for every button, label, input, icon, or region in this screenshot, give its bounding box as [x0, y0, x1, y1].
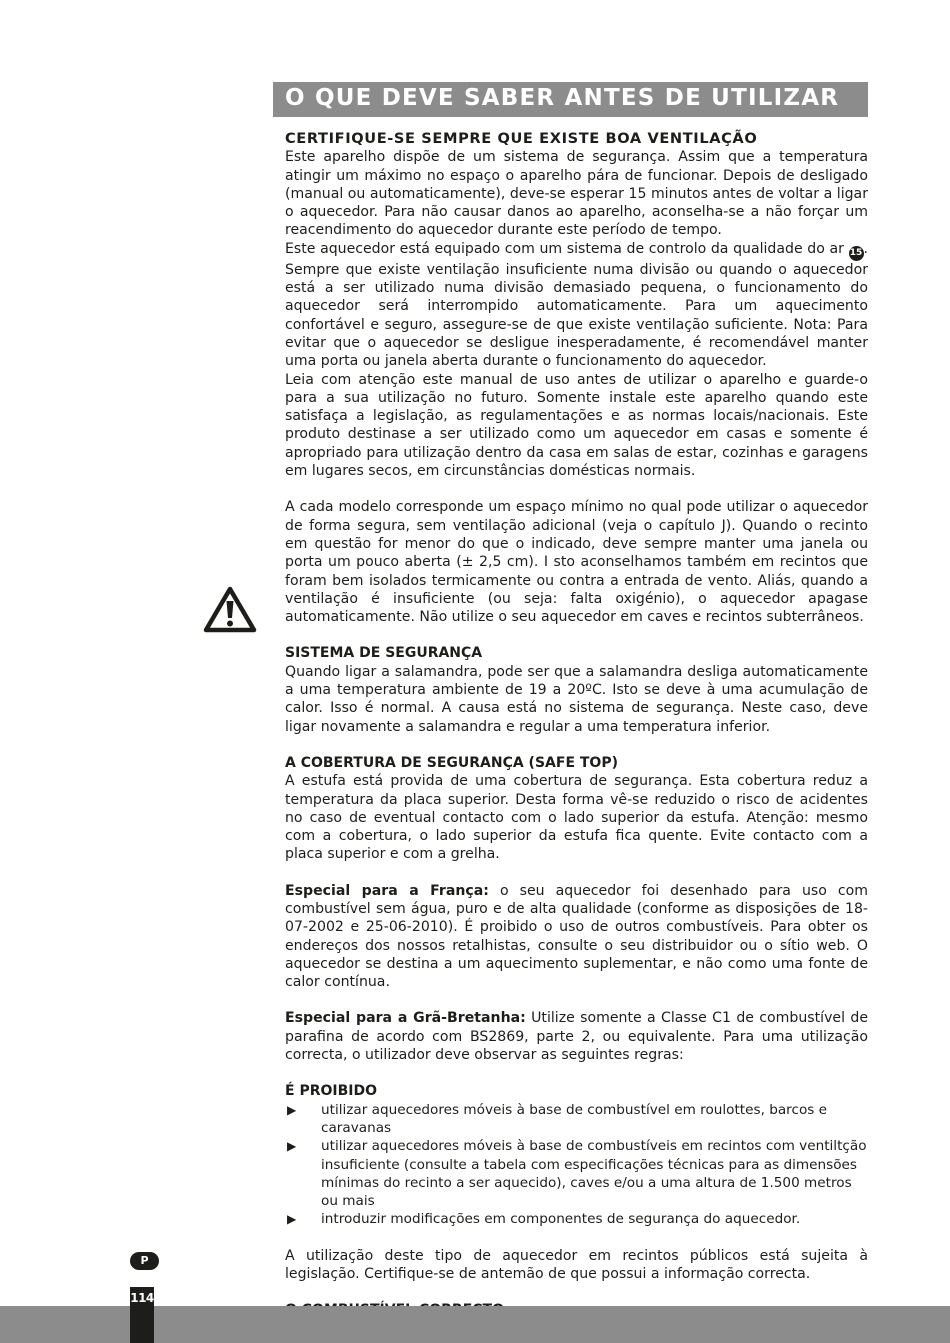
warning-triangle-icon — [203, 585, 257, 633]
arrow-right-icon: ▶ — [287, 1102, 297, 1117]
reference-number-badge: 15 — [849, 246, 864, 261]
page-number: 114 — [130, 1287, 154, 1343]
uk-text: Utilize somente a Classe C1 de combustível de parafina de acordo com BS2869, parte 2, ou equivalente. Para uma utilização correcta, o utilizador deve observar as seguintes regras: — [285, 1010, 868, 1064]
france-label: Especial para a França: — [285, 882, 489, 899]
security-paragraph: Quando ligar a salamandra, pode ser que a salamandra desliga automaticamente a uma temperatura ambiente de 19 a 20ºC. Isto se deve à uma acumulação de calor. Isso é normal. A causa está no sistema de segurança. Neste caso, deve ligar novamente a salamandra e regular a uma temperatura inferior. — [285, 663, 868, 735]
uk-label: Especial para a Grã-Bretanha: — [285, 1010, 526, 1027]
arrow-right-icon: ▶ — [287, 1139, 297, 1154]
france-paragraph — [285, 882, 868, 992]
ventilation-paragraph-4: A cada modelo corresponde um espaço mínimo no qual pode utilizar o aquecedor de forma segura, sem ventilação adicional (veja o capítulo J). Quando o recinto em questão for menor do que o indicado, deve sempre manter uma janela ou porta um pouco aberta (± 2,5 cm). I sto aconselhamos também em recintos que foram bem isolados termicamente ou contra a entrada de vento. Aliás, quando a ventilação é insuficiente (ou seja: falta oxigénio), o aquecedor apagase automaticamente. Não utilize o seu aquecedor em caves e recintos subterrâneos. — [285, 499, 868, 626]
list-item-text: introduzir modificações em componentes de segurança do aquecedor. — [321, 1211, 801, 1228]
main-content — [285, 130, 868, 1338]
prohibited-list — [285, 1101, 868, 1229]
prohibited-heading: É PROIBIDO — [285, 1083, 377, 1100]
ventilation-p2-after: . Sempre que existe ventilação insuficiente numa divisão ou quando o aquecedor está a ser utilizado numa divisão demasiado pequena, o funcionamento do aquecedor será interrompido automaticamente. Para um aquecimento confortável e seguro, assegure-se de que existe ventilação suficiente. Nota: Para evitar que o aquecedor se desligue inesperadamente, é recomendável manter uma porta ou janela aberta durante o funcionamento do aquecedor. — [285, 240, 869, 370]
public-use-paragraph: A utilização deste tipo de aquecedor em recintos públicos está sujeita à legislação. Certifique-se de antemão de que possui a informação correcta. — [285, 1247, 868, 1283]
ventilation-heading: CERTIFIQUE-SE SEMPRE QUE EXISTE BOA VENTILAÇÃO — [285, 130, 758, 147]
safetop-paragraph: A estufa está provida de uma cobertura de segurança. Esta cobertura reduz a temperatura da placa superior. Desta forma vê-se reduzido o risco de acidentes no caso de eventual contacto com o lado superior da estufa. Atenção: mesmo com a cobertura, o lado superior da estufa fica quente. Evite contacto com a placa superior e com a grelha. — [285, 773, 868, 863]
language-badge: P — [130, 1252, 159, 1270]
list-item — [285, 1210, 868, 1228]
list-item — [285, 1101, 868, 1138]
safetop-heading: A COBERTURA DE SEGURANÇA (SAFE TOP) — [285, 754, 618, 771]
security-heading: SISTEMA DE SEGURANÇA — [285, 645, 483, 662]
uk-paragraph — [285, 1009, 868, 1064]
list-item-text: utilizar aquecedores móveis à base de combustíveis em recintos com ventiltção insuficiente (consulte a tabela com especificações técnicas para as dimensões mínimas do recinto a ser aquecido), caves e/ou a uma altura de 1.500 metros ou mais — [321, 1138, 867, 1210]
list-item-text: utilizar aquecedores móveis à base de combustível em roulottes, barcos e caravanas — [321, 1101, 828, 1136]
france-text: o seu aquecedor foi desenhado para uso com combustível sem água, puro e de alta qualidade (conforme as disposições de 18-07-2002 e 25-06-2010). É proibido o uso de outros combustíveis. Para obter os endereços dos nossos retalhistas, consulte o seu distribuidor ou o sítio web. O aquecedor se destina a um aquecimento suplementar, e não como uma fonte de calor contínua. — [285, 882, 869, 991]
arrow-right-icon: ▶ — [287, 1212, 297, 1227]
ventilation-p2-before: Este aquecedor está equipado com um sistema de controlo da qualidade do ar — [285, 240, 844, 257]
ventilation-paragraph-2 — [285, 240, 868, 371]
list-item — [285, 1137, 868, 1210]
ventilation-paragraph-1: Este aparelho dispõe de um sistema de segurança. Assim que a temperatura atingir um máximo no espaço o aparelho pára de funcionar. Depois de desligado (manual ou automaticamente), deve-se esperar 15 minutos antes de voltar a ligar o aquecedor. Para não causar danos ao aparelho, aconselha-se a não forçar um reacendimento do aquecedor durante este período de tempo. — [285, 149, 868, 239]
ventilation-paragraph-3: Leia com atenção este manual de uso antes de utilizar o aparelho e guarde-o para a sua utilização no futuro. Somente instale este aparelho quando este satisfaça a legislação, as regulamentações e as normas locais/nacionais. Este produto destinase a ser utilizado como um aquecedor em casas e somente é apropriado para utilização dentro da casa em salas de estar, cozinhas e garagens em lugares secos, em circunstâncias domésticas normais. — [285, 371, 868, 480]
page-title: O QUE DEVE SABER ANTES DE UTILIZAR — [273, 82, 868, 117]
